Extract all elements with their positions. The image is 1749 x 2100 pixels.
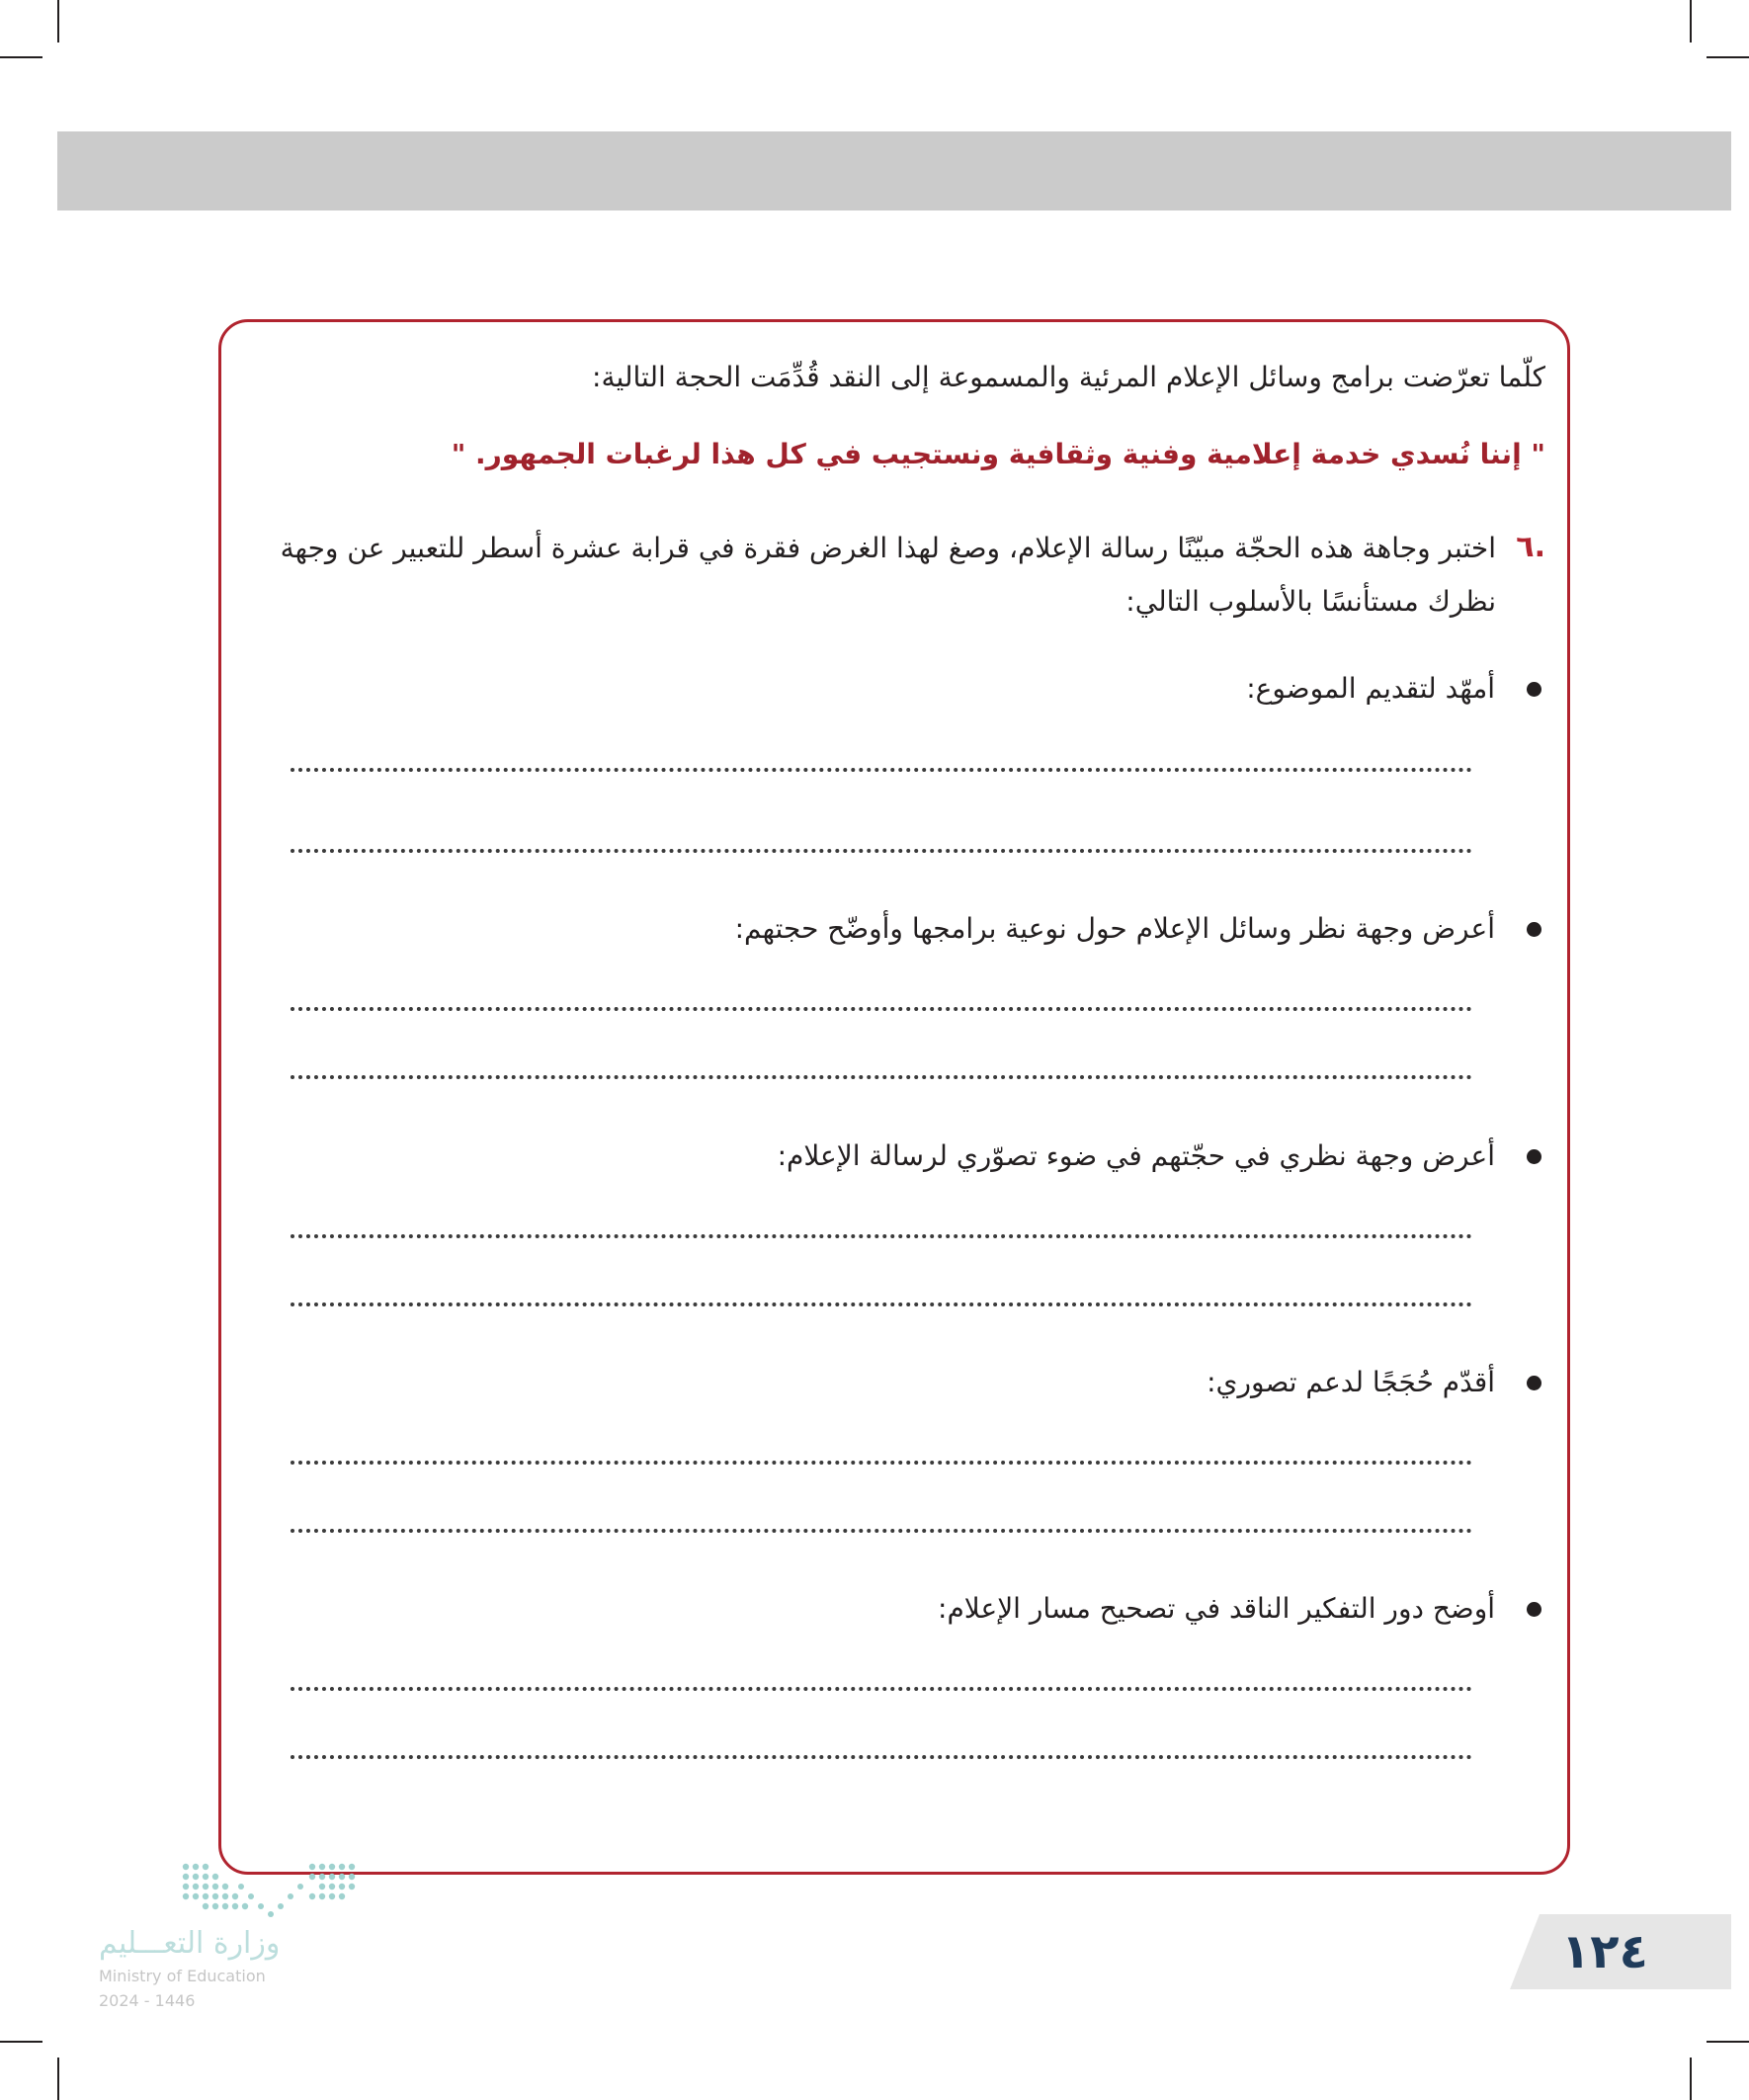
quoted-argument: " إننا نُسدي خدمة إعلامية وفنية وثقافية ونستجيب في كل هذا لرغبات الجمهور. ": [451, 438, 1545, 470]
ministry-name-english: Ministry of Education: [99, 1967, 266, 1985]
bullet-item: [257, 1361, 1541, 1410]
crop-mark: [1690, 2058, 1692, 2100]
bullet-item: [257, 1587, 1541, 1637]
crop-mark: [0, 56, 42, 58]
answer-line[interactable]: [291, 1302, 1472, 1306]
crop-mark: [1707, 2041, 1749, 2043]
bullet-item: [257, 907, 1541, 957]
bullet-dot-icon: [1527, 1376, 1541, 1390]
bullet-item: [257, 1134, 1541, 1184]
bullet-text: أعرض وجهة نظري في حجّتهم في ضوء تصوّري لرسالة الإعلام:: [777, 1139, 1495, 1172]
intro-text: كلّما تعرّضت برامج وسائل الإعلام المرئية والمسموعة إلى النقد قُدِّمَت الحجة التالية:: [592, 361, 1545, 393]
question-text: اختبر وجاهة هذه الحجّة مبيّنًا رسالة الإعلام، وصغ لهذا الغرض فقرة في قرابة عشرة أسطر للتعبير عن وجهة نظرك مستأنسًا بالأسلوب التالي:: [280, 532, 1496, 618]
page-number: ١٢٤: [1561, 1924, 1648, 1979]
answer-line[interactable]: [291, 1075, 1472, 1079]
answer-line[interactable]: [291, 1687, 1472, 1691]
crop-mark: [57, 2058, 59, 2100]
bullet-text: أقدّم حُجَجًا لدعم تصوري:: [1207, 1366, 1495, 1398]
bullet-text: أعرض وجهة نظر وسائل الإعلام حول نوعية برامجها وأوضّح حجتهم:: [734, 912, 1495, 945]
crop-mark: [1707, 56, 1749, 58]
answer-line[interactable]: [291, 849, 1472, 853]
bullet-dot-icon: [1527, 682, 1541, 697]
answer-line[interactable]: [291, 768, 1472, 772]
bullet-dot-icon: [1527, 1149, 1541, 1164]
answer-line[interactable]: [291, 1234, 1472, 1238]
bullet-item: [257, 667, 1541, 716]
answer-line[interactable]: [291, 1529, 1472, 1533]
question-number: ٦.: [1516, 530, 1545, 564]
answer-line[interactable]: [291, 1461, 1472, 1465]
bullet-dot-icon: [1527, 1602, 1541, 1617]
ministry-logo-icon: [182, 1863, 356, 1920]
crop-mark: [0, 2041, 42, 2043]
crop-mark: [57, 0, 59, 42]
bullet-text: أوضح دور التفكير الناقد في تصحيح مسار الإعلام:: [938, 1592, 1495, 1625]
ministry-name-arabic: وزارة التعـــليم: [99, 1926, 281, 1961]
bullet-dot-icon: [1527, 922, 1541, 937]
header-band: [57, 131, 1731, 210]
answer-line[interactable]: [291, 1755, 1472, 1759]
crop-mark: [1690, 0, 1692, 42]
answer-line[interactable]: [291, 1007, 1472, 1011]
edition-year: 2024 - 1446: [99, 1991, 196, 2010]
bullet-text: أمهّد لتقديم الموضوع:: [1246, 672, 1495, 705]
